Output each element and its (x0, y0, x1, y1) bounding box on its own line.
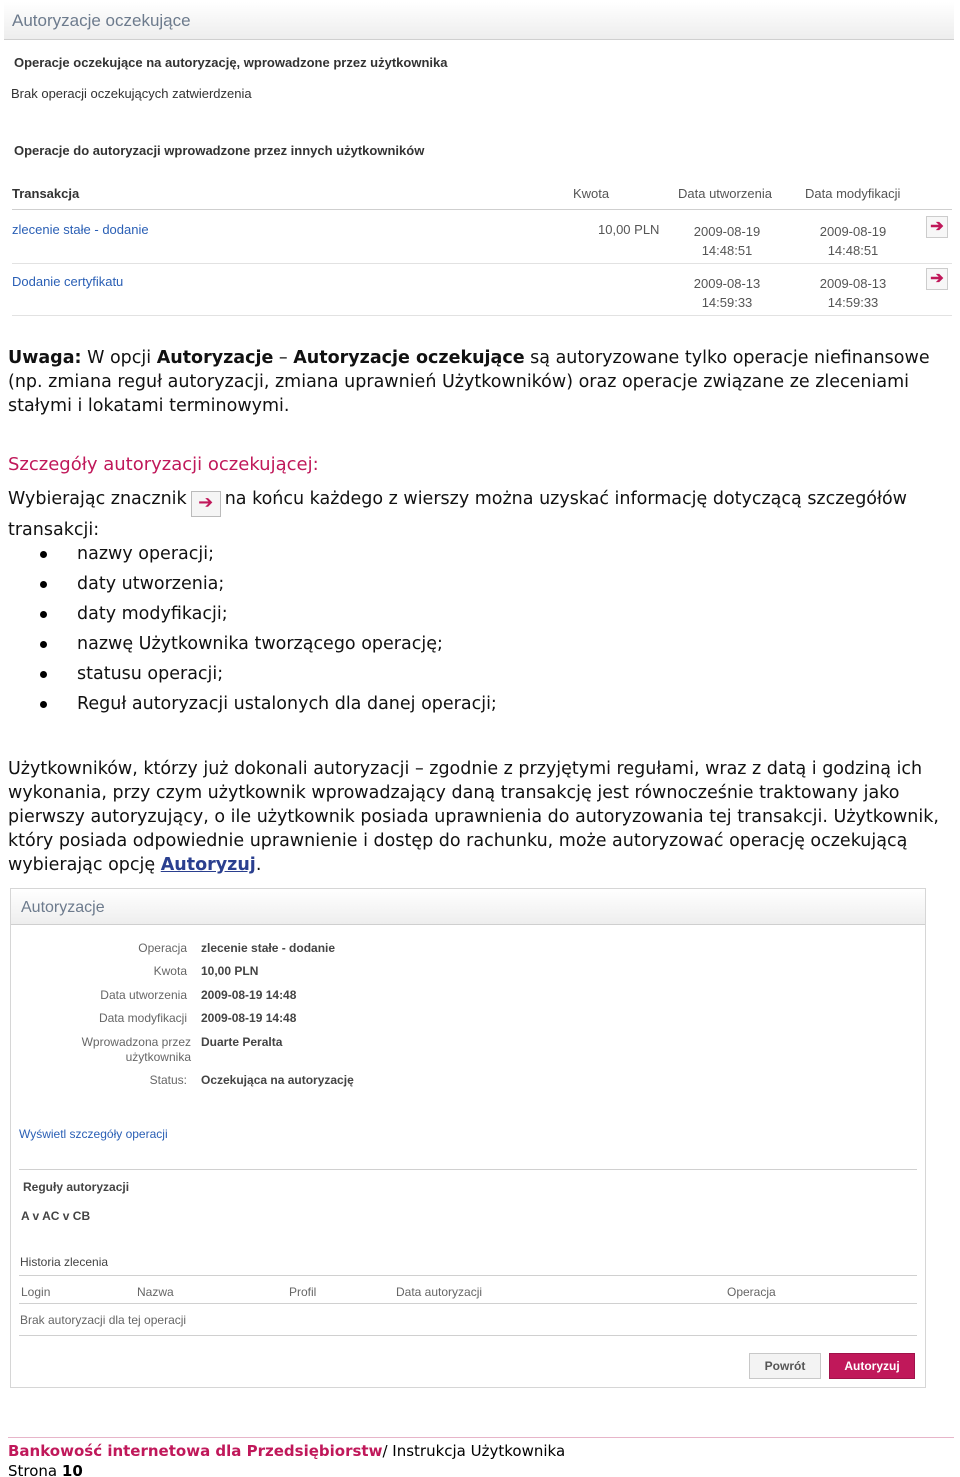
column-data-utworzenia: Data utworzenia (678, 186, 772, 201)
list-item: nazwę Użytkownika tworzącego operację; (40, 632, 497, 662)
divider (19, 1335, 917, 1336)
footer-divider (8, 1437, 954, 1438)
list-item: daty utworzenia; (40, 572, 497, 602)
history-col-profil: Profil (289, 1285, 317, 1299)
page-number: 10 (61, 1462, 83, 1477)
history-col-login: Login (21, 1285, 51, 1299)
footer-doc: / Instrukcja Użytkownika (382, 1442, 566, 1460)
transaction-link[interactable]: Dodanie certyfikatu (12, 274, 124, 289)
value-operacja: zlecenie stałe - dodanie (201, 941, 336, 955)
back-button[interactable]: Powrót (749, 1353, 821, 1379)
value-kwota: 10,00 PLN (201, 964, 259, 978)
column-transakcja: Transakcja (12, 186, 80, 201)
footer (8, 1441, 565, 1477)
authorization-details-screenshot (10, 888, 926, 1388)
label-data-modyfikacji: Data modyfikacji (98, 1011, 187, 1025)
table-row (12, 264, 952, 316)
details-list (40, 542, 497, 722)
label-data-utworzenia: Data utworzenia (100, 988, 187, 1002)
panel-title: Autoryzacje oczekujące (4, 2, 954, 40)
list-item: statusu operacji; (40, 662, 497, 692)
value-data-utworzenia: 2009-08-19 14:48 (201, 988, 297, 1002)
column-kwota: Kwota (573, 186, 610, 201)
details-heading: Szczegóły autoryzacji oczekującej: (8, 454, 319, 475)
history-col-data: Data autoryzacji (396, 1285, 483, 1299)
intro-paragraph: Wybierając znacznik ➔ na końcu każdego z wierszy można uzyskać informację dotyczącą szczegółów transakcji: (8, 489, 907, 540)
label-kwota: Kwota (153, 964, 187, 978)
table-header (12, 182, 952, 210)
label-wprowadzona-przez: Wprowadzona przez użytkownika (81, 1035, 191, 1064)
created-date: 2009-08-19 14:48:51 (693, 224, 761, 258)
transaction-link[interactable]: zlecenie stałe - dodanie (12, 222, 149, 237)
pending-authorizations-screenshot (4, 2, 954, 320)
rules-heading: Reguły autoryzacji (23, 1180, 130, 1194)
label-status: Status: (149, 1073, 187, 1087)
show-details-link[interactable]: Wyświetl szczegóły operacji (19, 1127, 168, 1141)
autoryzuj-link[interactable]: Autoryzuj (160, 855, 256, 875)
divider (19, 1303, 917, 1304)
others-operations-heading: Operacje do autoryzacji wprowadzone przez innych użytkowników (14, 143, 425, 158)
value-status: Oczekująca na autoryzację (201, 1073, 354, 1087)
label-operacja: Operacja (138, 941, 187, 955)
history-empty: Brak autoryzacji dla tej operacji (20, 1313, 187, 1327)
modified-date: 2009-08-13 14:59:33 (819, 276, 887, 310)
arrow-right-icon: ➔ (191, 491, 221, 517)
list-item: nazwy operacji; (40, 542, 497, 572)
footer-brand: Bankowość internetowa dla Przedsiębiorstw (8, 1442, 383, 1460)
divider (19, 1169, 917, 1170)
history-heading: Historia zlecenia (20, 1255, 109, 1269)
value-wprowadzona-przez: Duarte Peralta (201, 1035, 283, 1049)
note-paragraph: Uwaga: W opcji Autoryzacje – Autoryzacje oczekujące są autoryzowane tylko operacje niefinansowe (np. zmiana reguł autoryzacji, zmiana uprawnień Użytkowników) oraz operacje związane ze zleceniami stałymi i lokatami terminowymi. (8, 348, 930, 416)
list-item: Reguł autoryzacji ustalonych dla danej operacji; (40, 692, 497, 722)
arrow-right-icon[interactable]: ➔ (926, 268, 948, 290)
panel-title: Autoryzacje (11, 889, 925, 925)
history-col-nazwa: Nazwa (137, 1285, 174, 1299)
list-item: daty modyfikacji; (40, 602, 497, 632)
own-operations-empty: Brak operacji oczekujących zatwierdzenia (11, 86, 252, 101)
own-operations-heading: Operacje oczekujące na autoryzację, wprowadzone przez użytkownika (14, 55, 448, 70)
rules-value: A v AC v CB (21, 1209, 91, 1223)
created-date: 2009-08-13 14:59:33 (693, 276, 761, 310)
authorization-paragraph: Użytkowników, którzy już dokonali autoryzacji – zgodnie z przyjętymi regułami, wraz z datą i godziną ich wykonania, przy czym użytkownik wprowadzający daną transakcję jest równocześnie traktowany jako pierwszy autoryzujący, o ile użytkownik posiada uprawnienia do autoryzowania tej transakcji. Użytkownik, który posiada odpowiednie uprawnienie i dostęp do rachunku, może autoryzować operację oczekującą wybierając opcję Autoryzuj. (8, 759, 939, 875)
modified-date: 2009-08-19 14:48:51 (819, 224, 887, 258)
history-col-operacja: Operacja (727, 1285, 776, 1299)
value-data-modyfikacji: 2009-08-19 14:48 (201, 1011, 297, 1025)
arrow-right-icon[interactable]: ➔ (926, 216, 948, 238)
table-row (12, 212, 952, 264)
column-data-modyfikacji: Data modyfikacji (805, 186, 901, 201)
amount: 10,00 PLN (598, 222, 660, 237)
page-label: Strona (8, 1462, 58, 1477)
authorize-button[interactable]: Autoryzuj (829, 1353, 915, 1379)
divider (19, 1275, 917, 1276)
